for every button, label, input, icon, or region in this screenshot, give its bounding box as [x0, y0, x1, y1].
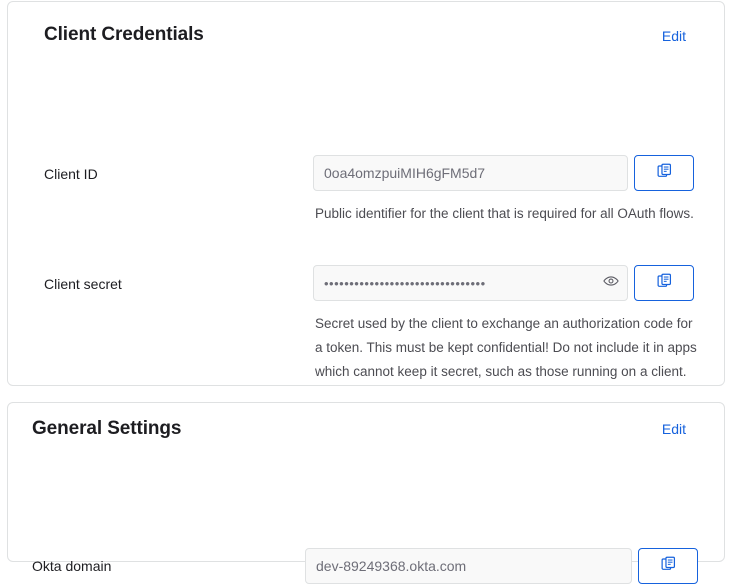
copy-client-secret-button[interactable]	[634, 265, 694, 301]
okta-domain-input-group	[305, 548, 698, 584]
client-id-label: Client ID	[44, 166, 98, 182]
okta-domain-label: Okta domain	[32, 558, 112, 574]
okta-domain-input[interactable]: dev-89249368.okta.com	[305, 548, 632, 584]
client-id-help-text: Public identifier for the client that is required for all OAuth flows.	[315, 206, 694, 221]
client-credentials-header	[8, 2, 724, 56]
client-secret-help-text: Secret used by the client to exchange an authorization code for a token. This must be kept confidential! Do not include it in apps which cannot keep it secret, such as those running on a client.	[315, 316, 697, 379]
edit-general-settings-link[interactable]: Edit	[661, 421, 686, 437]
general-settings-title: General Settings	[32, 418, 182, 439]
copy-client-id-button[interactable]	[634, 155, 694, 191]
client-id-input-group	[313, 155, 694, 191]
client-secret-input[interactable]: ••••••••••••••••••••••••••••••••	[313, 265, 628, 301]
eye-icon	[603, 274, 619, 292]
general-settings-header	[8, 403, 724, 457]
client-id-input[interactable]: 0oa4omzpuiMIH6gFM5d7	[313, 155, 628, 191]
client-secret-label: Client secret	[44, 276, 122, 292]
general-settings-card	[7, 402, 725, 574]
edit-client-credentials-link[interactable]: Edit	[661, 28, 686, 44]
client-credentials-card	[7, 1, 725, 386]
client-credentials-title: Client Credentials	[44, 24, 204, 45]
copy-icon	[661, 556, 676, 576]
copy-icon	[657, 273, 672, 293]
copy-okta-domain-button[interactable]	[638, 548, 698, 584]
toggle-secret-visibility-button[interactable]	[602, 274, 620, 292]
copy-icon	[657, 163, 672, 183]
client-secret-input-group	[313, 265, 694, 301]
